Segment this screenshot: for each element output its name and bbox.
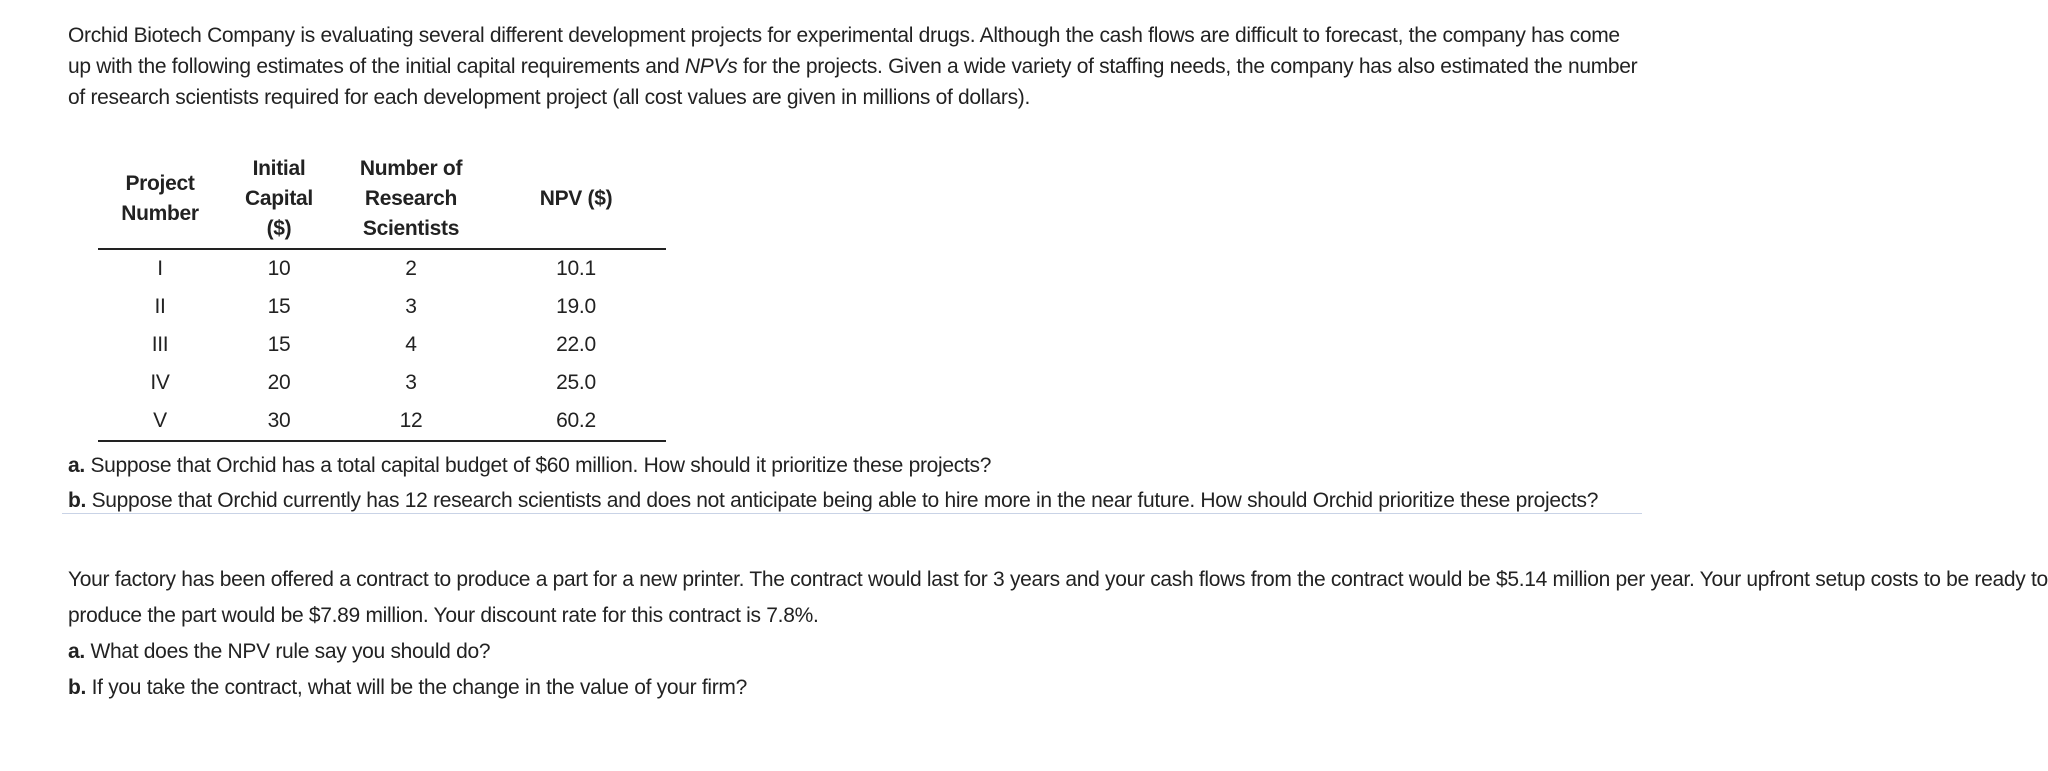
header-initial-capital: Initial Capital ($) [222,152,336,249]
header-project-number: Project Number [98,152,222,249]
cell-scientists: 12 [336,402,486,441]
cell-scientists: 3 [405,371,417,394]
question-a-label: a. [68,454,85,477]
cell-project: II [154,295,166,318]
problem2-question-a-text: What does the NPV rule say you should do? [84,640,491,663]
cell-project: III [151,333,169,356]
section-divider [62,513,1642,514]
cell-scientists: 3 [405,295,417,318]
cell-scientists: 4 [405,333,417,356]
table-row [98,402,666,441]
header-research-scientists: Number of Research Scientists [336,152,486,249]
intro-npv: NPVs [684,55,738,78]
cell-npv: 22.0 [556,333,596,356]
question-b-label: b. [68,489,87,512]
cell-project: V [98,402,222,441]
problem1-questions [68,448,1598,518]
question-b-text: Suppose that Orchid currently has 12 research scientists and does not anticipate being able to hire more in the near future. How should Orchid prioritize these projects? [86,489,1599,512]
cell-npv: 25.0 [556,371,596,394]
projects-table [98,152,666,442]
intro-part1: Orchid Biotech Company is evaluating several different development projects for experimental drugs. Although the cash flows are difficult to forecast, the company has come up with the following estimates of the initial capital requirements and [68,24,1620,78]
problem2-question-b-text: If you take the contract, what will be the change in the value of your firm? [86,676,748,699]
cell-npv: 60.2 [486,402,666,441]
question-a [68,448,1598,483]
cell-npv: 10.1 [556,257,596,280]
table-row [98,249,666,288]
table-row [98,364,666,402]
cell-capital: 10 [267,257,291,280]
table-header-row [98,152,666,249]
cell-scientists: 2 [405,257,417,280]
problem2-intro-line1: Your factory has been offered a contract to produce a part for a new printer. The contract would last for 3 years and your cash flows from the contract would be $5.14 million per year. Your upfront setup costs to be ready to [68,568,2048,591]
table-row [98,288,666,326]
problem1-intro-text [68,20,1648,113]
problem2-question-a [68,634,1668,670]
problem2-intro-line2: produce the part would be $7.89 million. Your discount rate for this contract is 7.8%. [68,604,819,627]
cell-capital: 15 [267,333,291,356]
problem2-question-b [68,670,1668,706]
table-row [98,326,666,364]
intro-part2: for the projects. Given a wide variety of staffing needs, the company has also estimated the number of research scientists required for each development project (all cost values are given in millions of dollars). [68,55,1638,109]
question-a-text: Suppose that Orchid has a total capital budget of $60 million. How should it prioritize these projects? [84,454,992,477]
cell-capital: 30 [222,402,336,441]
header-npv: NPV ($) [486,152,666,249]
cell-project: IV [150,371,170,394]
problem1-intro [68,20,1648,113]
cell-capital: 20 [267,371,291,394]
cell-npv: 19.0 [556,295,596,318]
problem2-question-a-label: a. [68,640,85,663]
problem2-question-b-label: b. [68,676,87,699]
cell-capital: 15 [267,295,291,318]
cell-project: I [157,257,163,280]
problem2 [68,562,2048,706]
